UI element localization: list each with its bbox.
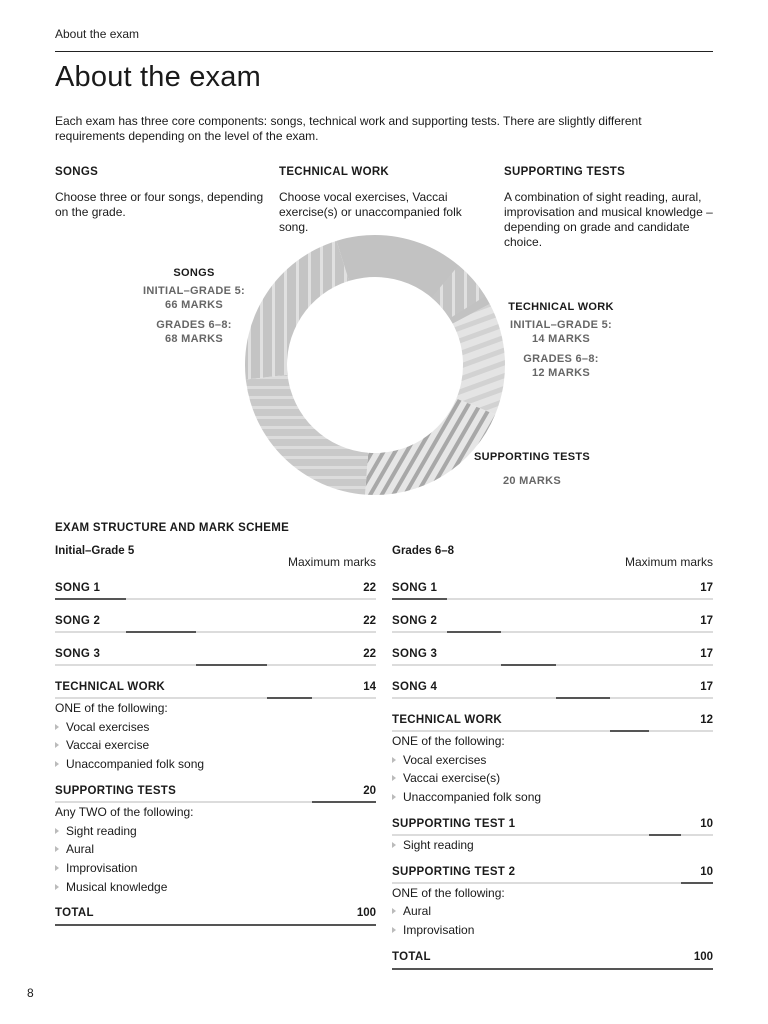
donut-label-line: GRADES 6–8: [156, 319, 232, 331]
option-list [392, 732, 713, 807]
row-label: SONG 2 [55, 615, 101, 627]
donut-segment-songs [245, 241, 349, 380]
row-marks: 17 [700, 681, 713, 693]
row-label: SONG 2 [392, 615, 438, 627]
mark-share-bar [681, 882, 713, 884]
mark-row [55, 643, 376, 676]
mark-share-bar [126, 631, 197, 633]
mark-share-bar [556, 697, 611, 699]
intro-paragraph: Each exam has three core components: songs, technical work and supporting tests. There are slightly different requirements depending on the level of the exam. [55, 114, 642, 143]
option-item: Improvisation [392, 921, 713, 940]
option-intro: ONE of the following: [392, 734, 505, 748]
mark-share-bar [392, 598, 447, 600]
structure-title: EXAM STRUCTURE AND MARK SCHEME [55, 522, 290, 534]
total-label: TOTAL [55, 907, 94, 920]
mark-share-bar [501, 664, 556, 666]
column-title: Initial–Grade 5 [55, 545, 135, 557]
row-rule [392, 882, 713, 884]
option-item: Musical knowledge [55, 878, 376, 897]
donut-label-songs [130, 266, 258, 346]
row-label: TECHNICAL WORK [55, 681, 166, 693]
mark-row [392, 676, 713, 709]
total-row [55, 902, 376, 935]
donut-segment-technical-work [453, 304, 505, 415]
option-intro: ONE of the following: [392, 885, 505, 900]
option-item: Unaccompanied folk song [392, 788, 713, 807]
component-text: A combination of sight reading, aural, improvisation and musical knowledge – depending on grade and candidate choice. [504, 190, 713, 249]
mark-share-bar [312, 801, 376, 803]
mark-row [392, 577, 713, 610]
total-marks: 100 [356, 907, 376, 920]
option-item: Sight reading [55, 822, 376, 841]
row-rule [55, 631, 376, 633]
row-marks: 10 [700, 865, 713, 878]
mark-row [55, 676, 376, 709]
option-item: Improvisation [55, 859, 376, 878]
mark-row [392, 861, 713, 894]
column-title: Grades 6–8 [392, 545, 455, 557]
page-number: 8 [27, 986, 34, 1000]
component-heading: SUPPORTING TESTS [504, 166, 626, 178]
donut-segment-songs [246, 375, 368, 495]
total-row [392, 946, 713, 979]
donut-label-title: SUPPORTING TESTS [473, 451, 591, 463]
mark-row [55, 577, 376, 610]
option-item: Sight reading [392, 836, 713, 855]
mark-scheme-initial-grade-5 [55, 545, 376, 935]
running-head: About the exam [55, 27, 140, 41]
mark-row [392, 610, 713, 643]
row-label: SONG 4 [392, 681, 438, 693]
option-intro: ONE of the following: [55, 701, 168, 715]
donut-label-title: TECHNICAL WORK [508, 301, 614, 313]
row-marks: 22 [363, 648, 376, 660]
donut-label-technical-work [500, 300, 622, 380]
row-label: SONG 1 [392, 582, 438, 594]
row-label: SUPPORTING TEST 1 [392, 817, 516, 830]
option-item: Vaccai exercise [55, 736, 376, 755]
row-marks: 17 [700, 582, 713, 594]
option-item: Aural [55, 840, 376, 859]
donut-label-title: SONGS [173, 267, 215, 279]
mark-share-bar [447, 631, 502, 633]
donut-label-line: 20 MARKS [502, 475, 562, 487]
option-intro: Any TWO of the following: [55, 804, 194, 819]
row-label: TECHNICAL WORK [392, 714, 503, 726]
donut-label-line: GRADES 6–8: [523, 353, 599, 365]
component-text: Choose three or four songs, depending on the grade. [55, 190, 264, 219]
donut-label-supporting-tests [466, 450, 598, 488]
option-item: Vocal exercises [392, 751, 713, 770]
donut-label-line: 68 MARKS [164, 333, 224, 345]
column-header [392, 545, 713, 577]
row-rule [392, 697, 713, 699]
total-rule [55, 924, 376, 926]
option-item: Unaccompanied folk song [55, 755, 376, 774]
row-marks: 17 [700, 615, 713, 627]
mark-row [392, 643, 713, 676]
row-rule [392, 730, 713, 732]
donut-label-line: 66 MARKS [164, 299, 224, 311]
component-heading: TECHNICAL WORK [279, 166, 390, 178]
row-marks: 14 [363, 681, 376, 693]
donut-label-line: INITIAL–GRADE 5: [143, 285, 245, 297]
mark-share-bar [55, 598, 126, 600]
row-marks: 22 [363, 615, 376, 627]
row-marks: 10 [700, 817, 713, 830]
option-list [55, 699, 376, 774]
mark-row [392, 709, 713, 742]
row-label: SONG 1 [55, 582, 101, 594]
donut-label-line: 14 MARKS [531, 333, 591, 345]
option-list [55, 803, 376, 897]
option-item: Vaccai exercise(s) [392, 769, 713, 788]
mark-share-bar [267, 697, 312, 699]
total-label: TOTAL [392, 950, 431, 963]
mark-row [55, 610, 376, 643]
component-text: Choose vocal exercises, Vaccai exercise(s) or unaccompanied folk song. [279, 190, 462, 234]
row-marks: 22 [363, 582, 376, 594]
total-rule [392, 968, 713, 970]
row-rule [55, 697, 376, 699]
maximum-marks-label: Maximum marks [287, 555, 376, 569]
mark-row [55, 780, 376, 813]
row-marks: 12 [700, 714, 713, 726]
page-title: About the exam [55, 61, 261, 93]
total-marks: 100 [693, 950, 713, 963]
column-header [55, 545, 376, 577]
row-marks: 20 [363, 784, 376, 797]
row-marks: 17 [700, 648, 713, 660]
component-heading: SONGS [55, 166, 99, 178]
mark-scheme-grades-6-8 [392, 545, 713, 979]
row-label: SONG 3 [392, 648, 438, 660]
maximum-marks-label: Maximum marks [624, 555, 713, 569]
row-label: SUPPORTING TESTS [55, 784, 177, 797]
row-label: SUPPORTING TEST 2 [392, 865, 516, 878]
row-label: SONG 3 [55, 648, 101, 660]
mark-share-bar [196, 664, 267, 666]
option-list [392, 836, 713, 855]
donut-label-line: INITIAL–GRADE 5: [510, 319, 612, 331]
mark-share-bar [610, 730, 649, 732]
row-rule [392, 631, 713, 633]
donut-label-line: 12 MARKS [531, 367, 591, 379]
option-item: Aural [392, 902, 713, 921]
option-item: Vocal exercises [55, 718, 376, 737]
